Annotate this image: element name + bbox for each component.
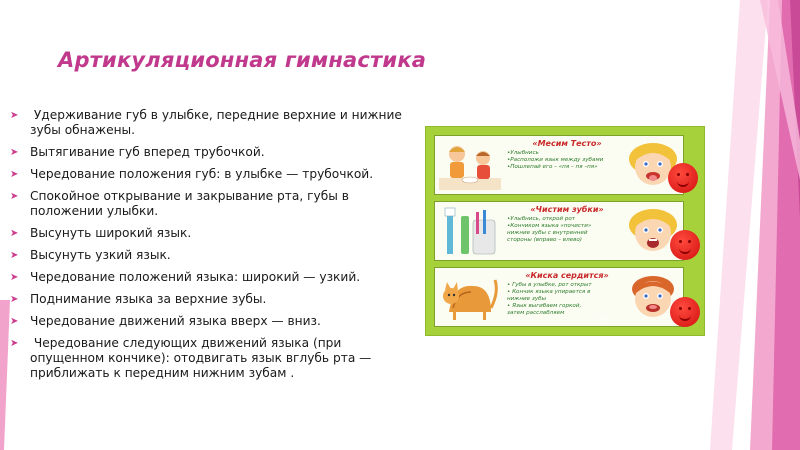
exercise-illustration-panel <box>425 126 705 336</box>
list-item: ➤ Чередование следующих движений языка (при опущенном кончике): отодвигать язык вглубь рта — приближать к передним нижним зубам . <box>10 336 376 380</box>
arrow-bullet-icon: ➤ <box>10 169 19 180</box>
exercise-card-step: •Кончиком языка «почисти» <box>507 223 592 229</box>
list-item: ➤ Высунуть узкий язык. <box>10 248 171 262</box>
red-smiley-icon <box>670 297 700 327</box>
exercise-card-step: •Улыбнись, открой рот <box>507 216 576 222</box>
arched-cat-illustration <box>439 272 501 322</box>
exercise-card-caption <box>507 139 627 171</box>
watermark: ru <box>596 313 610 328</box>
exercise-card-caption <box>507 271 627 317</box>
arrow-bullet-icon: ➤ <box>10 228 19 239</box>
arrow-bullet-icon: ➤ <box>10 338 19 349</box>
arrow-bullet-icon: ➤ <box>10 294 19 305</box>
exercise-card-step: • Губы в улыбке, рот открыт <box>507 282 592 288</box>
arrow-bullet-icon: ➤ <box>10 250 19 261</box>
arrow-bullet-icon: ➤ <box>10 147 19 158</box>
list-item: ➤ Высунуть широкий язык. <box>10 226 192 240</box>
toothbrush-and-cup-illustration <box>439 206 501 256</box>
exercise-list <box>10 108 410 388</box>
exercise-card-step: • Кончик языка упирается в <box>507 289 591 295</box>
children-playing-illustration <box>439 140 501 190</box>
exercise-card-step: нижние зубы <box>507 296 546 302</box>
red-smiley-icon <box>670 230 700 260</box>
red-smiley-icon <box>668 163 698 193</box>
page-title: Артикуляционная гимнастика <box>58 48 427 72</box>
exercise-card-caption <box>507 205 627 244</box>
exercise-card-step: •Улыбнись <box>507 150 539 156</box>
list-item: ➤ Спокойное открывание и закрывание рта, губы в положении улыбки. <box>10 189 353 218</box>
list-item: ➤ Чередование положения губ: в улыбке — трубочкой. <box>10 167 374 181</box>
arrow-bullet-icon: ➤ <box>10 191 19 202</box>
exercise-card-step: стороны (вправо – влево) <box>507 237 582 243</box>
list-item: ➤ Чередование положений языка: широкий — узкий. <box>10 270 361 284</box>
exercise-card-title: «Чистим зубки» <box>530 205 604 214</box>
exercise-card-brush-teeth <box>434 201 684 261</box>
exercise-card-step: •Расположи язык между зубами <box>507 157 604 163</box>
exercise-card-step: затем расслабляем <box>507 310 565 316</box>
exercise-card-angry-cat <box>434 267 684 327</box>
exercise-card-title: «Месим Тесто» <box>532 139 602 148</box>
list-item: ➤ Поднимание языка за верхние зубы. <box>10 292 267 306</box>
exercise-card-step: • Язык выгибаем горкой, <box>507 303 582 309</box>
arrow-bullet-icon: ➤ <box>10 272 19 283</box>
exercise-card-step: •Пошлепай его – «пя – пя –пя» <box>507 164 598 170</box>
exercise-card-dough <box>434 135 684 195</box>
list-item: ➤ Удерживание губ в улыбке, передние верхние и нижние зубы обнажены. <box>10 108 406 137</box>
list-item: ➤ Вытягивание губ вперед трубочкой. <box>10 145 265 159</box>
arrow-bullet-icon: ➤ <box>10 316 19 327</box>
list-item: ➤ Чередование движений языка вверх — вниз. <box>10 314 321 328</box>
exercise-card-title: «Киска сердится» <box>525 271 609 280</box>
decorative-pink-shapes-right <box>710 0 800 450</box>
arrow-bullet-icon: ➤ <box>10 110 19 121</box>
exercise-card-step: нижние зубы с внутренней <box>507 230 588 236</box>
